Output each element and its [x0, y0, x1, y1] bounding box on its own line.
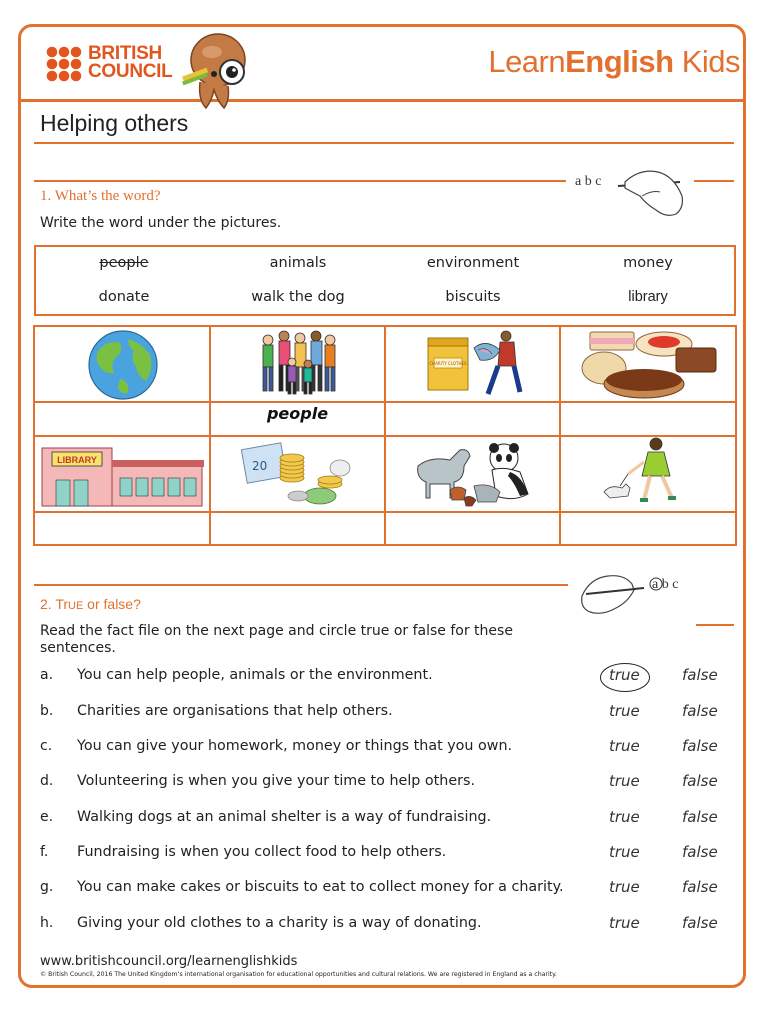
section1-rule-right [694, 180, 734, 182]
true-option[interactable]: true [609, 772, 640, 790]
section2-heading [40, 596, 141, 612]
true-option[interactable]: true [609, 702, 640, 720]
true-option[interactable]: true [609, 808, 640, 826]
false-option[interactable]: false [682, 772, 718, 790]
false-option[interactable]: false [682, 702, 718, 720]
question-letter: g. [40, 879, 54, 895]
money-picture [240, 438, 360, 510]
hand-letters: a b c [652, 577, 679, 592]
question-text: You can give your homework, money or things that you own. [77, 738, 513, 754]
library-picture [40, 438, 205, 508]
people-picture [254, 328, 342, 400]
page-title: Helping others [40, 110, 189, 136]
section2-instruction: Read the fact file on the next page and circle true or false for these sentences. [40, 623, 513, 656]
globe-picture [84, 329, 162, 401]
true-option[interactable]: true [609, 878, 640, 896]
false-option[interactable]: false [682, 843, 718, 861]
section1-rule [34, 180, 566, 182]
grid-divider [35, 511, 735, 513]
false-option[interactable]: false [682, 737, 718, 755]
footer-url[interactable]: www.britishcouncil.org/learnenglishkids [40, 954, 298, 969]
writing-hand-icon [570, 162, 690, 222]
question-text: Giving your old clothes to a charity is a way of donating. [77, 915, 482, 931]
question-text: Fundraising is when you collect food to help others. [77, 844, 447, 860]
charity-label: CHARITY CLOTHES [429, 361, 467, 366]
svg-text:20: 20 [252, 459, 268, 473]
brand-line-1: BRITISH [88, 43, 162, 64]
question-letter: a. [40, 667, 54, 683]
library-label: LIBRARY [57, 455, 97, 465]
word-text: walk the dog [251, 289, 345, 305]
brand-line-2: COUNCIL [88, 61, 173, 82]
question-text: Walking dogs at an animal shelter is a way of fundraising. [77, 809, 492, 825]
walk-the-dog-picture [600, 436, 690, 510]
example-answer: people [266, 404, 329, 423]
mascot-character-icon [178, 30, 258, 112]
word-item [99, 255, 148, 271]
word-text: people [99, 255, 149, 271]
false-option[interactable]: false [682, 878, 718, 896]
word-text: environment [426, 255, 520, 271]
biscuits-picture [580, 328, 720, 400]
question-text: You can help people, animals or the environment. [77, 667, 433, 683]
word-item [445, 289, 500, 305]
true-option[interactable]: true [609, 666, 640, 684]
question-letter: c. [40, 738, 53, 754]
word-box [34, 245, 736, 316]
title-underline [34, 142, 734, 144]
section1-instruction: Write the word under the pictures. [40, 215, 282, 231]
word-text: biscuits [445, 289, 501, 305]
learnenglish-kids-logo [488, 44, 740, 80]
word-text: library [628, 289, 668, 305]
question-letter: e. [40, 809, 54, 825]
question-text: Volunteering is when you give your time to help others. [77, 773, 475, 789]
word-item [251, 289, 344, 305]
footer-copyright: © British Council, 2016 The United Kingdom’s international organisation for educational opportunities and cultural relations. We are registered in England as a charity. [40, 971, 557, 978]
word-text: animals [269, 255, 327, 271]
question-letter: h. [40, 915, 54, 931]
word-item [427, 255, 519, 271]
section2-rule [34, 584, 568, 586]
question-text: You can make cakes or biscuits to eat to collect money for a charity. [77, 879, 564, 895]
british-council-wordmark [88, 45, 172, 81]
site-suffix: Kids [673, 44, 740, 79]
section2-heading-part: UE [68, 600, 84, 612]
word-text: donate [98, 289, 150, 305]
true-option[interactable]: true [609, 914, 640, 932]
word-item [99, 289, 150, 305]
word-item [623, 255, 673, 271]
header-divider [21, 99, 743, 102]
false-option[interactable]: false [682, 914, 718, 932]
writing-hand-icon [572, 568, 696, 630]
hand-letters: a b c [575, 174, 602, 189]
word-item [270, 255, 327, 271]
question-letter: f. [40, 844, 49, 860]
true-option[interactable]: true [609, 737, 640, 755]
british-council-dots-icon [46, 46, 82, 82]
section2-heading-part: or false? [83, 596, 141, 612]
grid-divider [35, 401, 735, 403]
site-bold: English [565, 44, 674, 79]
charity-clothes-picture [424, 328, 534, 400]
animals-picture [410, 436, 540, 510]
question-text: Charities are organisations that help others. [77, 703, 393, 719]
question-letter: d. [40, 773, 54, 789]
section2-heading-part: 2. Tr [40, 596, 69, 612]
word-text: money [623, 255, 673, 271]
false-option[interactable]: false [682, 808, 718, 826]
question-letter: b. [40, 703, 54, 719]
site-prefix: Learn [488, 44, 566, 79]
true-option[interactable]: true [609, 843, 640, 861]
section1-heading: 1. What’s the word? [40, 188, 161, 204]
word-item [628, 289, 667, 305]
section2-rule-right [696, 624, 734, 626]
false-option[interactable]: false [682, 666, 718, 684]
